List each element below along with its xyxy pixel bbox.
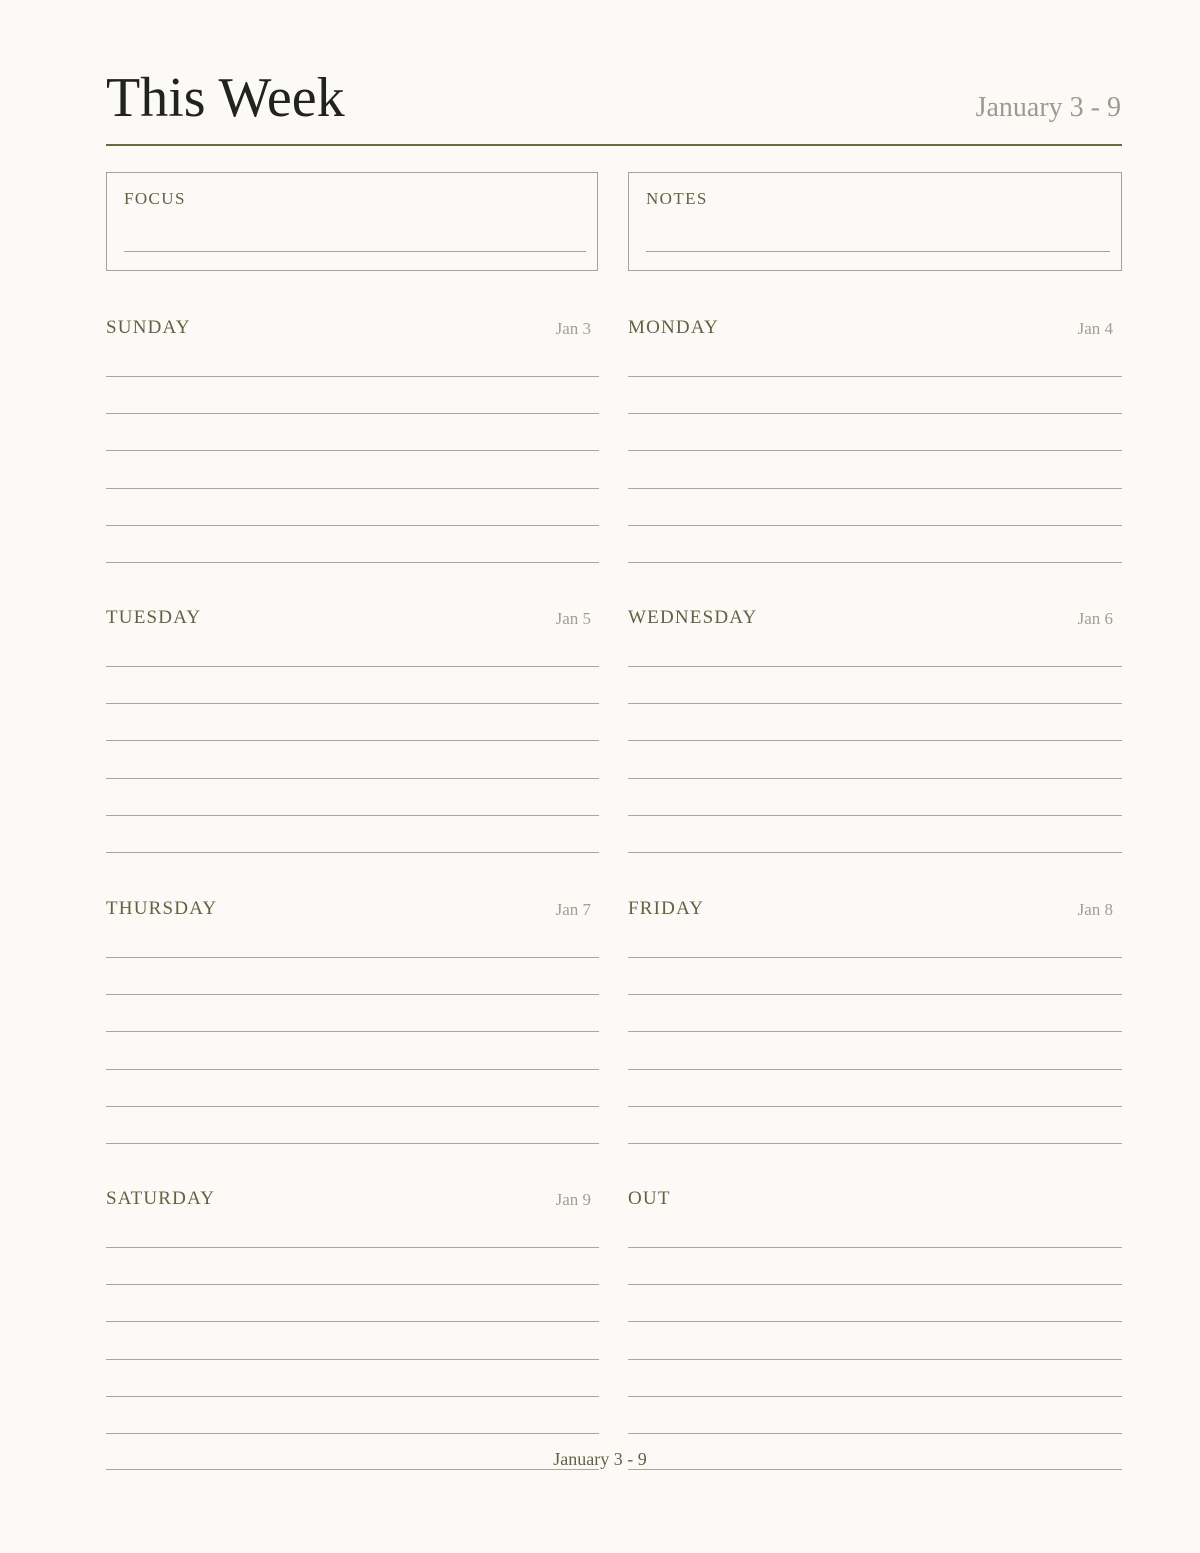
writing-line (106, 562, 599, 563)
day-date: Jan 9 (555, 1190, 591, 1209)
page-title: This Week (106, 67, 345, 129)
writing-line (106, 1433, 599, 1434)
focus-box[interactable] (106, 172, 598, 271)
day-date: Jan 8 (1077, 900, 1113, 919)
week-date-range: January 3 - 9 (975, 92, 1121, 123)
writing-line (106, 488, 599, 489)
writing-line (628, 1433, 1122, 1434)
writing-line (106, 852, 599, 853)
writing-line (628, 1359, 1122, 1360)
writing-line (628, 1031, 1122, 1032)
day-name: SUNDAY (106, 317, 191, 338)
notes-label: NOTES (646, 189, 708, 208)
day-name: MONDAY (628, 317, 719, 338)
writing-line (106, 666, 599, 667)
writing-line (628, 957, 1122, 958)
writing-line (106, 1284, 599, 1285)
writing-line (628, 1069, 1122, 1070)
writing-line (628, 1106, 1122, 1107)
day-name: OUT (628, 1188, 671, 1209)
writing-line (628, 1247, 1122, 1248)
writing-line (628, 1321, 1122, 1322)
notes-box[interactable] (628, 172, 1122, 271)
writing-line (628, 778, 1122, 779)
writing-line (106, 525, 599, 526)
notes-write-line (646, 251, 1110, 252)
writing-line (106, 1143, 599, 1144)
footer-date-text: January 3 - 9 (549, 1449, 650, 1469)
day-date: Jan 4 (1077, 319, 1113, 338)
writing-line (628, 815, 1122, 816)
day-name: FRIDAY (628, 898, 705, 919)
writing-line (106, 703, 599, 704)
writing-line (628, 1284, 1122, 1285)
writing-line (628, 703, 1122, 704)
day-name: THURSDAY (106, 898, 218, 919)
day-date: Jan 5 (555, 609, 591, 628)
writing-line (628, 1143, 1122, 1144)
writing-line (106, 778, 599, 779)
writing-line (106, 376, 599, 377)
footer-date-range (0, 1447, 1200, 1471)
writing-line (628, 525, 1122, 526)
day-date: Jan 7 (555, 900, 591, 919)
writing-line (106, 450, 599, 451)
writing-line (106, 957, 599, 958)
writing-line (106, 994, 599, 995)
header-divider (106, 144, 1122, 146)
day-name: TUESDAY (106, 607, 202, 628)
writing-line (106, 1247, 599, 1248)
writing-line (106, 1396, 599, 1397)
writing-line (106, 1106, 599, 1107)
writing-line (106, 413, 599, 414)
writing-line (628, 413, 1122, 414)
focus-write-line (124, 251, 586, 252)
writing-line (628, 562, 1122, 563)
writing-line (106, 1031, 599, 1032)
writing-line (106, 1069, 599, 1070)
writing-line (628, 1396, 1122, 1397)
writing-line (106, 740, 599, 741)
day-name: SATURDAY (106, 1188, 216, 1209)
writing-line (628, 488, 1122, 489)
writing-line (628, 376, 1122, 377)
focus-label: FOCUS (124, 189, 186, 208)
writing-line (628, 994, 1122, 995)
writing-line (628, 666, 1122, 667)
writing-line (106, 1359, 599, 1360)
writing-line (628, 740, 1122, 741)
writing-line (106, 815, 599, 816)
day-date: Jan 3 (555, 319, 591, 338)
day-name: WEDNESDAY (628, 607, 758, 628)
writing-line (628, 852, 1122, 853)
writing-line (106, 1321, 599, 1322)
day-date: Jan 6 (1077, 609, 1113, 628)
writing-line (628, 450, 1122, 451)
